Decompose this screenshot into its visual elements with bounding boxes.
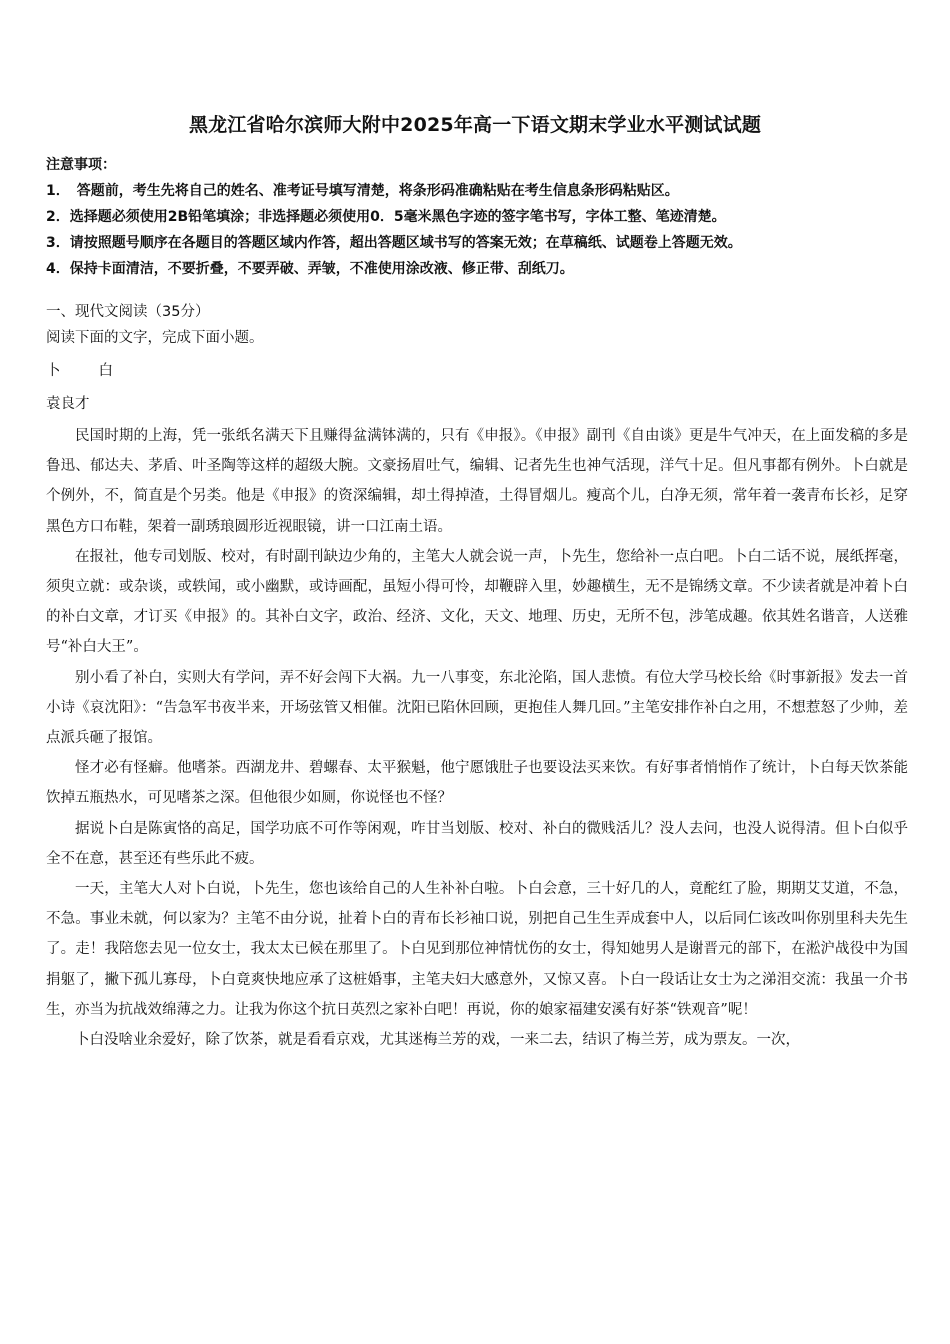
reading-instruction: 阅读下面的文字，完成下面小题。 bbox=[46, 330, 264, 346]
notice-block bbox=[46, 152, 916, 282]
article-body bbox=[46, 421, 908, 1055]
document-title: 黑龙江省哈尔滨师大附中2025年高一下语文期末学业水平测试试题 bbox=[188, 114, 762, 136]
notice-item: 3．请按照题号顺序在各题目的答题区域内作答，超出答题区域书写的答案无效；在草稿纸、试题卷上答题无效。 bbox=[46, 235, 742, 251]
article-author: 袁良才 bbox=[46, 396, 90, 412]
article-paragraph: 卜白没啥业余爱好，除了饮茶，就是看看京戏，尤其迷梅兰芳的戏，一来二去，结识了梅兰芳，成为票友。一次， bbox=[75, 1032, 800, 1049]
section-heading: 一、现代文阅读（35分） bbox=[46, 304, 210, 320]
notice-item: 2．选择题必须使用2B铅笔填涂；非选择题必须使用0．5毫米黑色字迹的签字笔书写，字体工整、笔迹清楚。 bbox=[46, 209, 726, 225]
notice-item: 4．保持卡面清洁，不要折叠，不要弄破、弄皱，不准使用涂改液、修正带、刮纸刀。 bbox=[46, 261, 574, 277]
article-paragraph: 怪才必有怪癖。他嗜茶。西湖龙井、碧螺春、太平猴魁，他宁愿饿肚子也要设法买来饮。有好事者悄悄作了统计，卜白每天饮茶能饮掉五瓶热水，可见嗜茶之深。但他很少如厕，你说怪也不怪？ bbox=[46, 760, 908, 807]
article-paragraph: 在报社，他专司划版、校对，有时副刊缺边少角的，主笔大人就会说一声，卜先生，您给补一点白吧。卜白二话不说，展纸挥毫，须臾立就：或杂谈，或轶闻，或小幽默，或诗画配，虽短小得可怜，却鞭辟入里，妙趣横生，无不是锦绣文章。不少读者就是冲着卜白的补白文章，才订买《申报》的。其补白文字，政治、经济、文化，天文、地理、历史，无所不包，涉笔成趣。依其姓名谐音，人送雅号“补白大王”。 bbox=[46, 548, 908, 656]
article-paragraph: 民国时期的上海，凭一张纸名满天下且赚得盆满钵满的，只有《申报》。《申报》副刊《自由谈》更是牛气冲天，在上面发稿的多是鲁迅、郁达夫、茅盾、叶圣陶等这样的超级大腕。文豪扬眉吐气，编辑、记者先生也神气活现，洋气十足。但凡事都有例外。卜白就是个例外，不，简直是个另类。他是《申报》的资深编辑，却土得掉渣，土得冒烟儿。瘦高个儿，白净无须，常年着一袭青布长衫，足穿黑色方口布鞋，架着一副琇琅圆形近视眼镜，讲一口江南土语。 bbox=[46, 428, 908, 535]
notice-heading: 注意事项： bbox=[46, 157, 116, 173]
article-paragraph: 据说卜白是陈寅恪的高足，国学功底不可作等闲观，咋甘当划版、校对、补白的微贱活儿？没人去问，也没人说得清。但卜白似乎全不在意，甚至还有些乐此不疲。 bbox=[46, 820, 908, 867]
article-paragraph: 别小看了补白，实则大有学问，弄不好会闯下大祸。九一八事变，东北沦陷，国人悲愤。有位大学马校长给《时事新报》发去一首小诗《哀沈阳》：“告急军书夜半来，开场弦管又相催。沈阳已陷休回顾，更抱佳人舞几回。”主笔安排作补白之用，不想惹怒了少帅，差点派兵砸了报馆。 bbox=[46, 669, 908, 747]
article-title: 卜白 bbox=[46, 363, 151, 379]
notice-item: 1． 答题前，考生先将自己的姓名、准考证号填写清楚，将条形码准确粘贴在考生信息条形码粘贴区。 bbox=[46, 183, 679, 199]
article-paragraph: 一天，主笔大人对卜白说，卜先生，您也该给自己的人生补补白啦。卜白会意，三十好几的人，竟酡红了脸，期期艾艾道，不急，不急。事业未就，何以家为？主笔不由分说，扯着卜白的青布长衫袖口说，别把自己生生弄成套中人，以后同仁该改叫你别里科夫先生了。走！我陪您去见一位女士，我太太已候在那里了。卜白见到那位神情忧伤的女士，得知她男人是谢晋元的部下，在淞沪战役中为国捐躯了，撇下孤儿寡母，卜白竟爽快地应承了这桩婚事，主笔夫妇大感意外，又惊又喜。卜白一段话让女士为之涕泪交流：我虽一介书生，亦当为抗战效绵薄之力。让我为你这个抗日英烈之家补白吧！再说，你的娘家福建安溪有好茶“铁观音”呢！ bbox=[46, 881, 908, 1018]
